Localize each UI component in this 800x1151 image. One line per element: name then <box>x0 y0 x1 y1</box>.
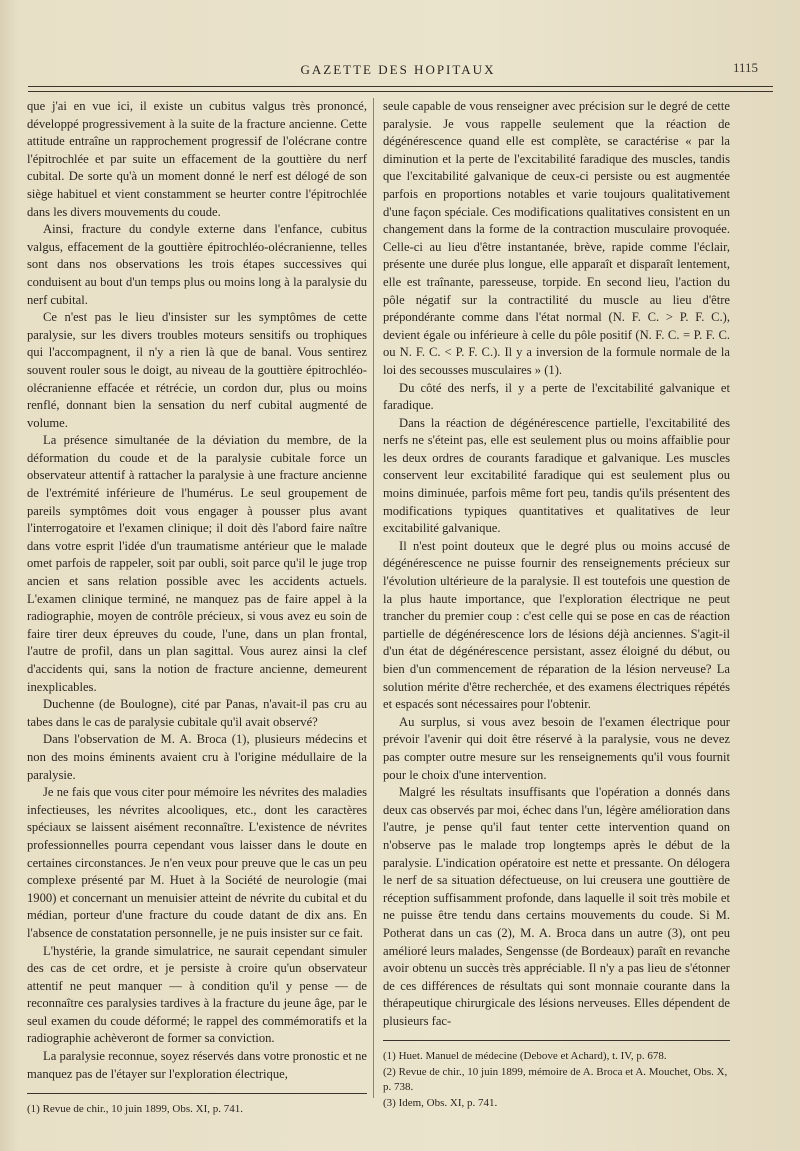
footnote: (3) Idem, Obs. XI, p. 741. <box>383 1096 498 1109</box>
paragraph: que j'ai en vue ici, il existe un cubitus valgus très prononcé, développé progressivement à la suite de la fracture ancienne. Cette attitude entraîne un rapprochement progressif de l'olécrane contre l'épitrochlée et par suite un effacement de la gouttière du nerf cubital. De sorte qu'à un moment donné le nerf est délogé de son siège habituel et vient constamment se heurter contre l'épitrochlée dans les divers mouvements du coude. <box>27 99 367 219</box>
paragraph: seule capable de vous renseigner avec précision sur le degré de cette paralysie. Je vous rappelle seulement que la réaction de dégénérescence quand elle est complète, se caractérise « par la diminution et la perte de l'excitabilité faradique des muscles, tandis que l'excitabilité galvanique de ceux-ci persiste ou est augmentée parfois en proportions notables et varie toujours qualitativement d'une façon spéciale. Ces modifications qualitatives consistent en un changement dans la forme de la contraction musculaire provoquée. Celle-ci au lieu d'être instantanée, brève, rapide comme l'éclair, présente une durée plus longue, elle apparaît et disparaît lentement, elle est traînante, paresseuse, torpide. En second lieu, l'action du pôle négatif sur la contractilité du muscle au lieu d'être prépondérante comme dans l'état normal (N. F. C. > P. F. C.), devient égale ou inférieure à celle du pôle positif (N. F. C. = P. F. C. ou N. F. C. < P. F. C.). Il y a inversion de la formule normale de la loi des secousses musculaires » (1). <box>383 99 730 377</box>
paragraph: Ainsi, fracture du condyle externe dans l'enfance, cubitus valgus, effacement de la gouttière épitrochléo-olécranienne, telles sont dans nos observations les trois étapes successives qui conduisent au bout d'un temps plus ou moins long à la paralysie du nerf cubital. <box>27 222 367 307</box>
left-column <box>27 98 367 1118</box>
paragraph: La paralysie reconnue, soyez réservés dans votre pronostic et ne manquez pas de l'étayer sur l'exploration électrique, <box>27 1049 367 1081</box>
paragraph: Dans la réaction de dégénérescence partielle, l'excitabilité des nerfs ne s'éteint pas, elle est seulement plus ou moins affaiblie pour les deux ordres de courants faradique et galvanique. Les muscles conservent leur excitabilité faradique qui est seulement plus ou moins diminuée, parfois même fort peu, tandis qu'ils présentent des modifications typiques quantitatives et qualitatives de leur excitabilité galvanique. <box>383 415 730 536</box>
paragraph: L'hystérie, la grande simulatrice, ne saurait cependant simuler des cas de cet ordre, et je persiste à croire qu'un observateur attentif ne peut manquer — à condition qu'il y pense — de reconnaître ces paralysies tardives à la fracture du jeune âge, par le seul examen du coude déformé; le rappel des commémoratifs et la radiographie achèveront de former sa conviction. <box>27 943 367 1046</box>
page-header <box>28 58 768 88</box>
paragraph: La présence simultanée de la déviation du membre, de la déformation du coude et de la paralysie cubitale force un observateur attentif à rattacher la paralysie à une fracture ancienne de l'extrémité inférieure de l'humérus. Le seul groupement de pareils symptômes doit vous engager à pousser plus avant l'interrogatoire et l'examen clinique; il doit dès l'abord faire naître dans votre esprit l'idée d'un traumatisme antérieur que le malade omet parfois de rappeler, soit par oubli, soit parce qu'il le juge trop ancien et sans relation possible avec les accidents actuels. L'examen clinique terminé, ne manquez pas de faire appel à la radiographie, moyen de contrôle précieux, si vous avez eu soin de faire tirer deux épreuves du coude, l'une, dans un plan frontal, l'autre de profil, dans un plan sagittal. Vous aurez ainsi la clef d'accidents qui, sans la notion de fracture ancienne, demeurent inexplicables. <box>27 433 367 694</box>
footnotes <box>27 1102 367 1118</box>
header-rule <box>28 86 773 92</box>
paragraph: Duchenne (de Boulogne), cité par Panas, n'avait-il pas cru au tabes dans le cas de paralysie cubitale qu'il avait observé? <box>27 697 367 729</box>
footnotes <box>383 1049 730 1111</box>
footnote: (2) Revue de chir., 10 juin 1899, mémoire de A. Broca et A. Mouchet, Obs. X, p. 738. <box>383 1065 728 1094</box>
footnote: (1) Revue de chir., 10 juin 1899, Obs. XI, p. 741. <box>27 1103 243 1116</box>
paragraph: Dans l'observation de M. A. Broca (1), plusieurs médecins et non des moins éminents avaient cru à l'origine médullaire de la paralysie. <box>27 732 367 782</box>
paragraph: Du côté des nerfs, il y a perte de l'excitabilité galvanique et faradique. <box>383 380 730 413</box>
paragraph: Il n'est point douteux que le degré plus ou moins accusé de dégénérescence ne puisse fournir des renseignements précieux sur l'évolution ultérieure de la paralysie. Il est toutefois une question de la plus haute importance, que l'exploration électrique ne peut trancher du premier coup : c'est celle qui se pose en cas de réaction partielle de dégénérescence lors de lésions déjà anciennes. S'agit-il d'un état de dégénérescence persistant, assez éloigné du début, ou bien d'un commencement de réparation de la lésion nerveuse? La solution mérite d'être recherchée, et des examens électriques répétés et espacés sont nécessaires pour l'obtenir. <box>383 538 730 712</box>
right-column <box>383 98 730 1111</box>
paragraph: Je ne fais que vous citer pour mémoire les névrites des maladies infectieuses, les névrites alcooliques, etc., dont les caractères spéciaux se laissent aisément reconnaître. L'existence de névrites professionnelles pourra cependant vous laisser dans le doute en certaines circonstances. Je n'en veux pour preuve que le cas un peu complexe présenté par M. Huet à la Société de neurologie (mai 1900) et concernant un menuisier atteint de névrite du cubital et du médian, porteur d'une fracture du coude datant de dix ans. En l'absence de constatation personnelle, je ne puis insister sur ce fait. <box>27 785 367 940</box>
column-divider <box>373 98 374 1098</box>
footnote-rule <box>383 1040 730 1041</box>
paragraph: Ce n'est pas le lieu d'insister sur les symptômes de cette paralysie, sur les divers troubles moteurs sensitifs ou trophiques qui l'accompagnent, il n'y a rien là que de banal. Vous sentirez souvent rouler sous le doigt, au niveau de la gouttière épitrochléo-olécranienne effacée et rétrécie, un cordon dur, plus ou moins renflé, donnant bien la sensation du nerf cubital augmenté de volume. <box>27 310 367 430</box>
footnote-rule <box>27 1093 367 1094</box>
page-number: 1115 <box>732 60 758 75</box>
journal-title: GAZETTE DES HOPITAUX <box>300 62 496 77</box>
paragraph: Au surplus, si vous avez besoin de l'examen électrique pour prévoir l'avenir qui doit être réservé à la paralysie, vous ne devez pas compter outre mesure sur les renseignements qu'il vous fournit pour le choix d'une intervention. <box>383 714 730 782</box>
footnote: (1) Huet. Manuel de médecine (Debove et Achard), t. IV, p. 678. <box>383 1050 667 1063</box>
paragraph: Malgré les résultats insuffisants que l'opération a donnés dans deux cas observés par moi, échec dans l'un, légère amélioration dans l'autre, je pense qu'il faut tenter cette intervention quand on n'observe pas le malade trop longtemps après le début de la paralysie. L'indication opératoire est nette et pressante. On délogera le nerf de sa situation défectueuse, on lui creusera une gouttière de réception suffisamment profonde, dans laquelle il soit très mobile et ne puisse être tendu dans certains mouvements du coude. Si M. Potherat dans un cas (2), M. A. Broca dans un autre (3), ont peu amélioré leurs malades, Sengensse (de Bordeaux) paraît en revanche avoir obtenu un succès très appréciable. Il n'y a pas lieu de s'étonner de ces différences de résultats qui sont monnaie courante dans la thérapeutique chirurgicale des lésions nerveuses. Elles dépendent de plusieurs fac- <box>383 785 730 1028</box>
